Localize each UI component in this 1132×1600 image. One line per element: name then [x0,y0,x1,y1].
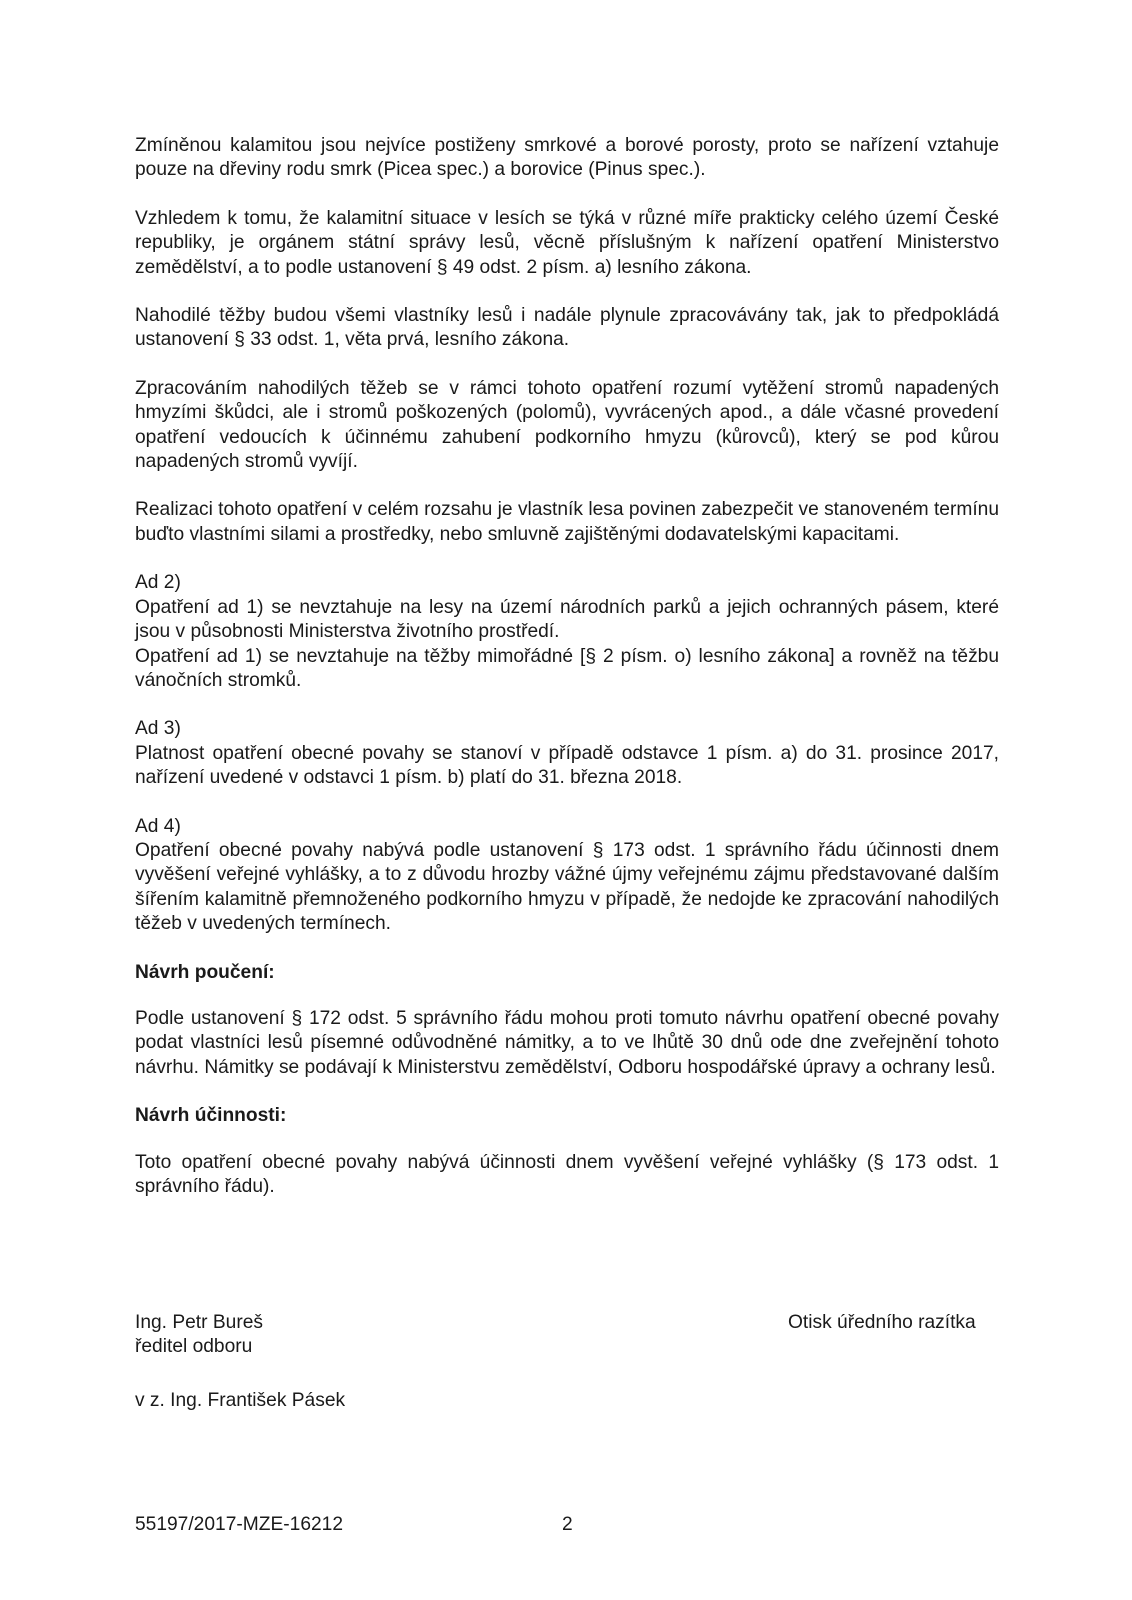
stamp-note: Otisk úředního razítka [788,1312,976,1333]
ad3-label: Ad 3) [135,718,181,740]
footer-page-number: 2 [562,1514,573,1535]
paragraph-processing-definition: Zpracováním nahodilých těžeb se v rámci tohoto opatření rozumí vytěžení stromů napadených hmyzími škůdci, ale i stromů poškozených (polomů), vyvrácených apod., a dále včasné provedení opatření vedoucích k účinnému zahubení podkorního hmyzu (kůrovců), který se pod kůrou napadených stromů vyvíjí. [135,377,999,473]
ucinnost-text: Toto opatření obecné povahy nabývá účinnosti dnem vyvěšení veřejné vyhlášky (§ 173 odst. 1 správního řádu). [135,1151,999,1197]
signatory-name: Ing. Petr Bureš [135,1312,263,1333]
paragraph-owner-duty: Realizaci tohoto opatření v celém rozsahu je vlastník lesa povinen zabezpečit ve stanoveném termínu buďto vlastními silami a prostředky, nebo smluvně zajištěnými dodavatelskými kapacitami. [135,499,999,545]
ad2-text-extraordinary-logging: Opatření ad 1) se nevztahuje na těžby mimořádné [§ 2 písm. o) lesního zákona] a rovněž na těžbu vánočních stromků. [135,645,999,691]
document-body [135,134,999,1199]
pouceni-text: Podle ustanovení § 172 odst. 5 správního řádu mohou proti tomuto návrhu opatření obecné povahy podat vlastníci lesů písemné odůvodněné námitky, a to ve lhůtě 30 dnů ode dne zveřejnění tohoto návrhu. Námitky se podávají k Ministerstvu zemědělství, Odboru hospodářské úpravy a ochrany lesů. [135,1007,999,1078]
paragraph-calamity-scope: Zmíněnou kalamitou jsou nejvíce postiženy smrkové a borové porosty, proto se nařízení vztahuje pouze na dřeviny rodu smrk (Picea spec.) a borovice (Pinus spec.). [135,135,999,181]
paragraph-authority: Vzhledem k tomu, že kalamitní situace v lesích se týká v různé míře prakticky celého území České republiky, je orgánem státní správy lesů, věcně příslušným k nařízení opatření Ministerstvo zemědělství, a to podle ustanovení § 49 odst. 2 písm. a) lesního zákona. [135,207,999,278]
signatory-role: ředitel odboru [135,1336,253,1358]
ad2-text-national-parks: Opatření ad 1) se nevztahuje na lesy na území národních parků a jejich ochranných pásem, které jsou v působnosti Ministerstva životního prostředí. [135,596,999,643]
deputy-signatory: v z. Ing. František Pásek [135,1390,346,1411]
footer-reference: 55197/2017-MZE-16212 [135,1514,344,1535]
ad3-text-validity: Platnost opatření obecné povahy se stanoví v případě odstavce 1 písm. a) do 31. prosince 2017, nařízení uvedené v odstavci 1 písm. b) platí do 31. března 2018. [135,742,999,789]
ad4-text-effectiveness: Opatření obecné povahy nabývá podle ustanovení § 173 odst. 1 správního řádu účinnosti dnem vyvěšení veřejné vyhlášky, a to z důvodu hrozby vážné újmy veřejnému zájmu představované dalším šířením kalamitně přemnoženého podkorního hmyzu v případě, že nedojde ke zpracování nahodilých těžeb v uvedených termínech. [135,839,999,935]
signature-block [135,1311,263,1360]
ucinnost-heading: Návrh účinnosti: [135,1105,287,1127]
ad4-label: Ad 4) [135,815,181,837]
pouceni-heading: Návrh poučení: [135,961,275,983]
paragraph-random-logging: Nahodilé těžby budou všemi vlastníky lesů i nadále plynule zpracovávány tak, jak to předpokládá ustanovení § 33 odst. 1, věta prvá, lesního zákona. [135,305,999,351]
ad2-label: Ad 2) [135,572,181,594]
